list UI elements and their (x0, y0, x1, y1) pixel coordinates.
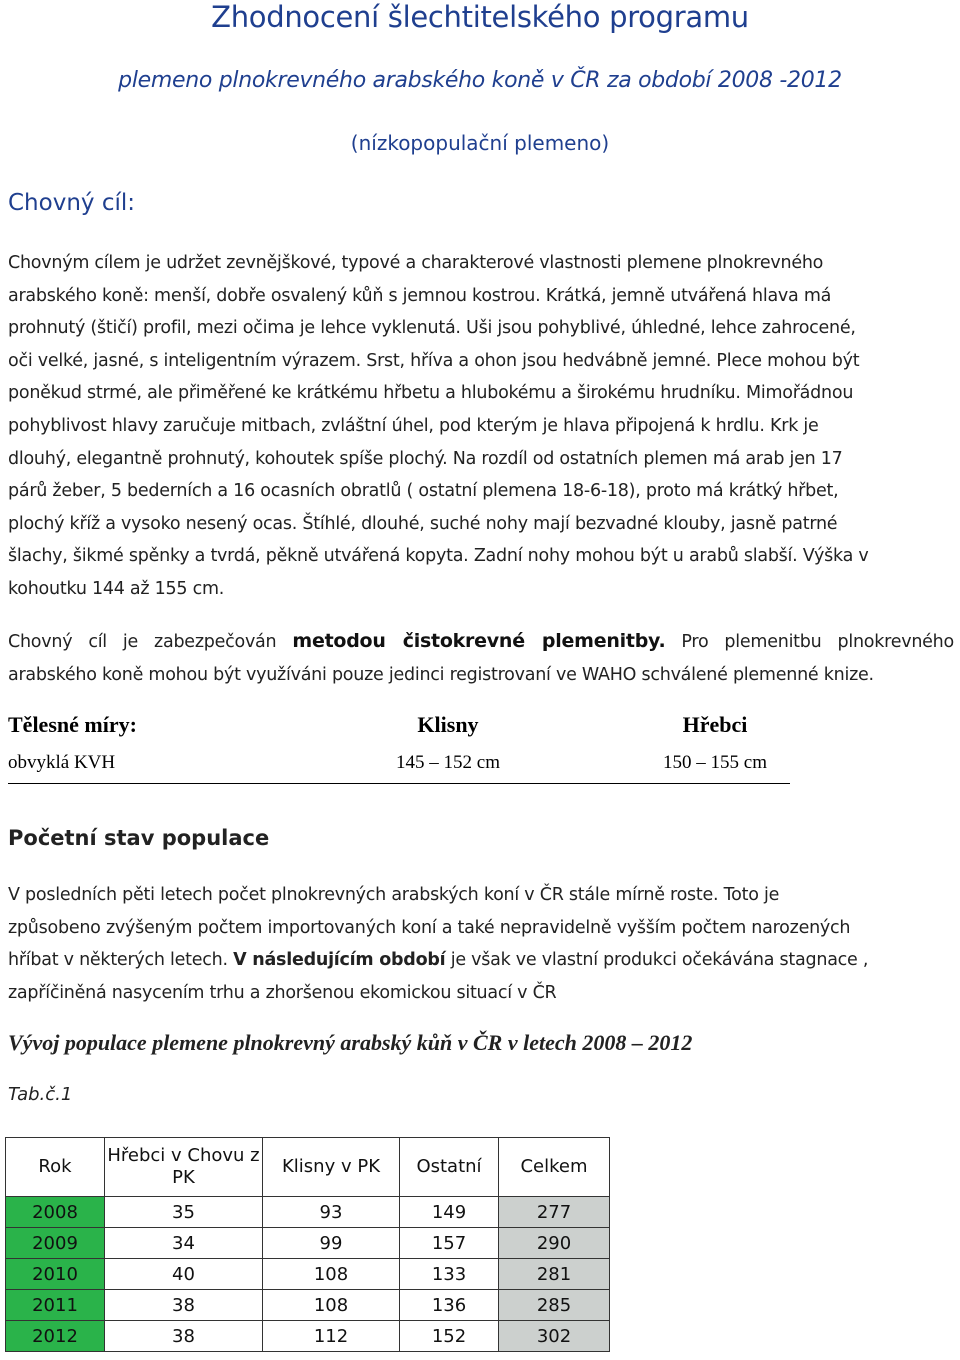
paragraph-line: šlachy, šikmé spěnky a tvrdá, pěkně utvářená kopyta. Zadní nohy mohou být u arabů slabší. Výška v (8, 546, 869, 567)
measure-label: obvyklá KVH (8, 752, 116, 773)
cell-others: 152 (400, 1321, 499, 1352)
cell-total: 277 (499, 1197, 610, 1228)
paragraph-line: pohyblivost hlavy zaručuje mitbach, zvláštní úhel, pod kterým je hlava připojená k hrdlu. Krk je (8, 415, 819, 436)
paragraph-line: kohoutku 144 až 155 cm. (8, 578, 225, 599)
method-emphasis: metodou čistokrevné plemenitby. (292, 630, 666, 652)
mares-height: 145 – 152 cm (396, 752, 500, 773)
population-table (5, 1137, 610, 1352)
header-others: Ostatní (400, 1138, 499, 1197)
paragraph-line: oči velké, jasné, s inteligentním výrazem. Srst, hříva a ohon jsou hedvábně jemné. Plece mohou být (8, 350, 860, 371)
header-mares: Klisny v PK (263, 1138, 400, 1197)
paragraph-line: párů žeber, 5 bederních a 16 ocasních obratlů ( ostatní plemena 18-6-18), proto má krátký hřbet, (8, 481, 839, 502)
cell-others: 149 (400, 1197, 499, 1228)
breeding-method-paragraph (8, 625, 954, 691)
paragraph-line: zapříčiněná nasycením trhu a zhoršenou ekomickou situací v ČR (8, 982, 557, 1003)
population-text: hříbat v některých letech. (8, 950, 228, 971)
cell-total: 285 (499, 1290, 610, 1321)
paragraph-line (8, 625, 954, 659)
breeding-goal-heading: Chovný cíl: (8, 190, 135, 216)
document-title: Zhodnocení šlechtitelského programu (211, 0, 749, 34)
paragraph-line: poněkud strmé, ale přiměřené ke krátkému hřbetu a hlubokému a širokému hrudníku. Mimořádnou (8, 383, 854, 404)
cell-stallions: 40 (105, 1259, 263, 1290)
paragraph-line: arabského koně: menší, dobře osvalený kůň s jemnou kostrou. Krátká, jemně utvářená hlava má (8, 285, 832, 306)
cell-year: 2011 (6, 1290, 105, 1321)
measures-label-header: Tělesné míry: (8, 712, 137, 737)
cell-mares: 108 (263, 1259, 400, 1290)
breeding-goal-paragraph (8, 247, 954, 606)
header-year: Rok (6, 1138, 105, 1197)
cell-stallions: 38 (105, 1290, 263, 1321)
breed-note: (nízkopopulační plemeno) (350, 131, 610, 155)
cell-mares: 112 (263, 1321, 400, 1352)
population-heading: Početní stav populace (8, 826, 270, 850)
measures-header-row (8, 712, 948, 752)
method-text: Chovný cíl je zabezpečován (8, 632, 277, 652)
method-text: Pro plemenitbu plnokrevného (681, 632, 954, 652)
cell-stallions: 35 (105, 1197, 263, 1228)
cell-mares: 108 (263, 1290, 400, 1321)
table-row (6, 1259, 610, 1290)
table-row (6, 1228, 610, 1259)
population-text: je však ve vlastní produkci očekávána stagnace , (450, 950, 869, 971)
measures-underline (8, 783, 790, 784)
cell-total: 290 (499, 1228, 610, 1259)
table-caption: Vývoj populace plemene plnokrevný arabský kůň v ČR v letech 2008 – 2012 (8, 1030, 693, 1055)
paragraph-line: arabského koně mohou být využíváni pouze jedinci registrovaní ve WAHO schválené plemenné knize. (8, 664, 874, 685)
paragraph-line: způsobeno zvýšeným počtem importovaných koní a také nepravidelně vyšším počtem narozených (8, 917, 851, 938)
paragraph-line: Chovným cílem je udržet zevnějškové, typové a charakterové vlastnosti plemene plnokrevného (8, 253, 824, 273)
cell-total: 281 (499, 1259, 610, 1290)
cell-year: 2010 (6, 1259, 105, 1290)
table-row (6, 1197, 610, 1228)
stallions-header: Hřebci (682, 712, 748, 737)
population-emphasis: V následujícím období (233, 950, 446, 971)
cell-year: 2009 (6, 1228, 105, 1259)
paragraph-line: prohnutý (štičí) profil, mezi očima je lehce vyklenutá. Uši jsou pohyblivé, úhledné, lehce zahrocené, (8, 318, 856, 339)
stallions-height: 150 – 155 cm (663, 752, 767, 773)
cell-stallions: 34 (105, 1228, 263, 1259)
cell-stallions: 38 (105, 1321, 263, 1352)
cell-total: 302 (499, 1321, 610, 1352)
mares-header: Klisny (417, 712, 479, 737)
population-paragraph (8, 879, 954, 1009)
header-stallions: Hřebci v Chovu z PK (105, 1138, 263, 1197)
table-row (6, 1290, 610, 1321)
table-row (6, 1321, 610, 1352)
paragraph-line: dlouhý, elegantně prohnutý, kohoutek spíše plochý. Na rozdíl od ostatních plemen má arab jen 17 (8, 448, 843, 469)
document-subtitle: plemeno plnokrevného arabského koně v ČR za období 2008 -2012 (118, 68, 842, 93)
paragraph-line: plochý kříž a vysoko nesený ocas. Štíhlé, dlouhé, suché nohy mají bezvadné klouby, jasně patrné (8, 513, 838, 534)
table-number: Tab.č.1 (8, 1084, 73, 1105)
paragraph-line (8, 944, 954, 977)
paragraph-line: V posledních pěti letech počet plnokrevných arabských koní v ČR stále mírně roste. Toto je (8, 885, 780, 905)
cell-mares: 99 (263, 1228, 400, 1259)
cell-mares: 93 (263, 1197, 400, 1228)
cell-others: 136 (400, 1290, 499, 1321)
cell-year: 2008 (6, 1197, 105, 1228)
cell-others: 133 (400, 1259, 499, 1290)
measures-value-row (8, 752, 948, 792)
cell-others: 157 (400, 1228, 499, 1259)
header-total: Celkem (499, 1138, 610, 1197)
table-header-row (6, 1138, 610, 1197)
body-measures-table (8, 712, 948, 792)
cell-year: 2012 (6, 1321, 105, 1352)
